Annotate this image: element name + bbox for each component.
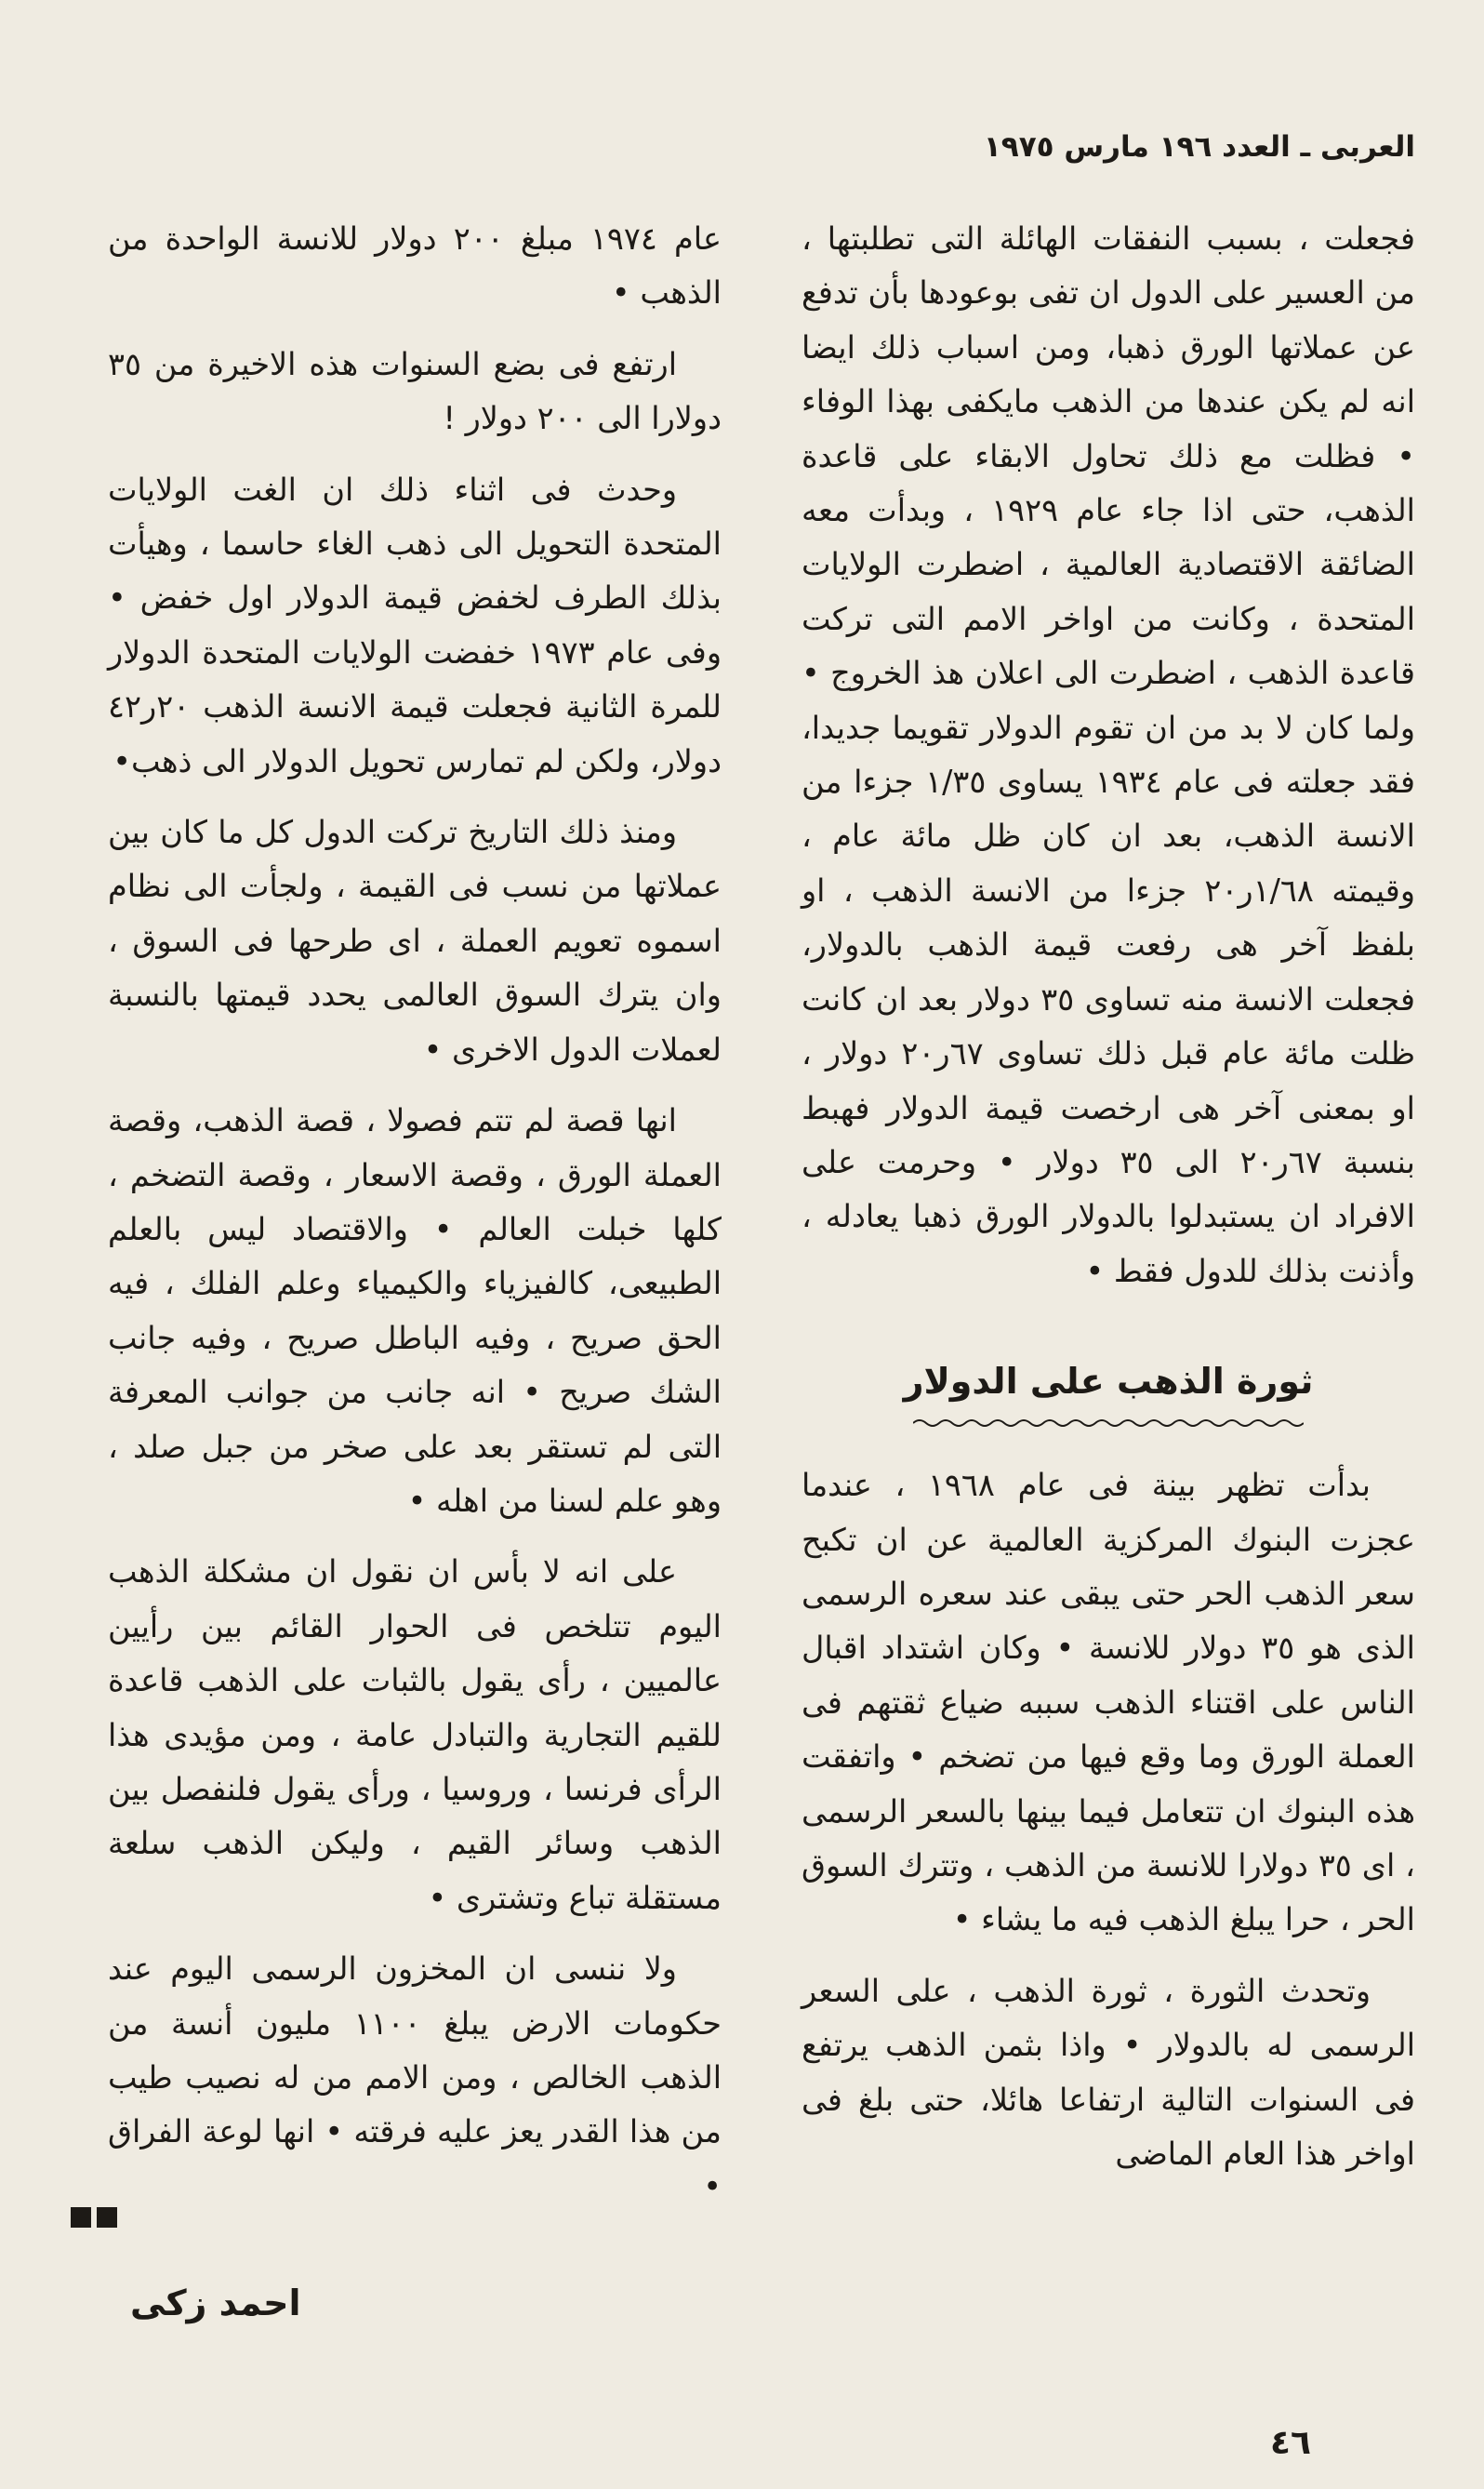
end-square — [71, 2207, 91, 2228]
paragraph: فجعلت ، بسبب النفقات الهائلة التى تطلبتها ، من العسير على الدول ان تفى بوعودها بأن تدفع عن عملاتها الورق ذهبا، ومن اسباب ذلك ايضا انه لم يكن عندها من الذهب مايكفى بهذا الوفاء • فظلت مع ذلك تحاول الابقاء على قاعدة الذهب، حتى اذا جاء عام ١٩٢٩ ، وبدأت معه الضائقة الاقتصادية العالمية ، اضطرت الولايات المتحدة ، وكانت من اواخر الامم التى تركت قاعدة الذهب ، اضطرت الى اعلان هذ الخروج • ولما كان لا بد من ان تقوم الدولار تقويما جديدا، فقد جعلته فى عام ١٩٣٤ يساوى ١/٣٥ جزءا من الانسة الذهب، بعد ان كان ظل مائة عام ، وقيمته ١/٦٨ر٢٠ جزءا من الانسة الذهب ، او بلفظ آخر هى رفعت قيمة الذهب بالدولار، فجعلت الانسة منه تساوى ٣٥ دولار بعد ان كانت ظلت مائة عام قبل ذلك تساوى ٦٧ر٢٠ دولار ، او بمعنى آخر هى ارخصت قيمة الدولار فهبط بنسبة ٦٧ر٢٠ الى ٣٥ دولار • وحرمت على الافراد ان يستبدلوا بالدولار الورق ذهبا يعادله ، وأذنت بذلك للدول فقط • — [802, 220, 1415, 1289]
paragraph: ولا ننسى ان المخزون الرسمى اليوم عند حكومات الارض يبلغ ١١٠٠ مليون أنسة من الذهب الخالص ، ومن الامم من له نصيب طيب من هذا القدر يعز عليه فرقته • انها لوعة الفراق • — [108, 1950, 722, 2204]
page-number: ٤٦ — [1270, 2424, 1311, 2462]
section-heading-text: ثورة الذهب على الدولار — [903, 1361, 1314, 1403]
paragraph: ومنذ ذلك التاريخ تركت الدول كل ما كان بين عملاتها من نسب فى القيمة ، ولجأت الى نظام اسموه تعويم العملة ، اى طرحها فى السوق ، وان يترك السوق العالمى يحدد قيمتها بالنسبة لعملات الدول الاخرى • — [108, 814, 722, 1068]
right-column — [802, 212, 1415, 2198]
paragraph: ارتفع فى بضع السنوات هذه الاخيرة من ٣٥ دولارا الى ٢٠٠ دولار ! — [108, 345, 722, 437]
author-signature: احمد زكى — [130, 2283, 301, 2323]
running-head: العربى ـ العدد ١٩٦ مارس ١٩٧٥ — [983, 130, 1415, 164]
paragraph: عام ١٩٧٤ مبلغ ٢٠٠ دولار للانسة الواحدة من الذهب • — [108, 220, 722, 312]
paragraph: بدأت تظهر بينة فى عام ١٩٦٨ ، عندما عجزت البنوك المركزية العالمية عن ان تكبح سعر الذهب الحر حتى يبقى عند سعره الرسمى الذى هو ٣٥ دولار للانسة • وكان اشتداد اقبال الناس على اقتناء الذهب سببه ضياع ثقتهم فى العملة الورق وما وقع فيها من تضخم • واتفقت هذه البنوك ان تتعامل فيما بينها بالسعر الرسمى ، اى ٣٥ دولارا للانسة من الذهب ، وتترك السوق الحر ، حرا يبلغ الذهب فيه ما يشاء • — [802, 1467, 1415, 1938]
paragraph: وحدث فى اثناء ذلك ان الغت الولايات المتحدة التحويل الى ذهب الغاء حاسما ، وهيأت بذلك الطرف لخفض قيمة الدولار اول خفض • وفى عام ١٩٧٣ خفضت الولايات المتحدة الدولار للمرة الثانية فجعلت قيمة الانسة الذهب ٢٠ر٤٢ دولار، ولكن لم تمارس تحويل الدولار الى ذهب• — [108, 471, 722, 779]
paragraph: وتحدث الثورة ، ثورة الذهب ، على السعر الرسمى له بالدولار • واذا بثمن الذهب يرتفع فى السنوات التالية ارتفاعا هائلا، حتى بلغ فى اواخر هذا العام الماضى — [802, 1972, 1415, 2172]
end-of-article-mark — [71, 2207, 117, 2228]
left-column — [108, 212, 722, 2230]
section-heading — [802, 1356, 1415, 1429]
paragraph: على انه لا بأس ان نقول ان مشكلة الذهب اليوم تتلخص فى الحوار القائم بين رأيين عالميين ، رأى يقول بالثبات على الذهب قاعدة للقيم التجارية والتبادل عامة ، ومن مؤيدى هذا الرأى فرنسا ، وروسيا ، ورأى يقول فلنفصل بين الذهب وسائر القيم ، وليكن الذهب سلعة مستقلة تباع وتشترى • — [108, 1553, 722, 1916]
paragraph: انها قصة لم تتم فصولا ، قصة الذهب، وقصة العملة الورق ، وقصة الاسعار ، وقصة التضخم ، كلها خبلت العالم • والاقتصاد ليس بالعلم الطبيعى، كالفيزياء والكيمياء وعلم الفلك ، فيه الحق صريح ، وفيه الباطل صريح ، وفيه جانب الشك صريح • انه جانب من جوانب المعرفة التى لم تستقر بعد على صخر من جبل صلد ، وهو علم لسنا من اهله • — [108, 1102, 722, 1519]
end-square — [97, 2207, 117, 2228]
wavy-underline — [913, 1418, 1304, 1429]
